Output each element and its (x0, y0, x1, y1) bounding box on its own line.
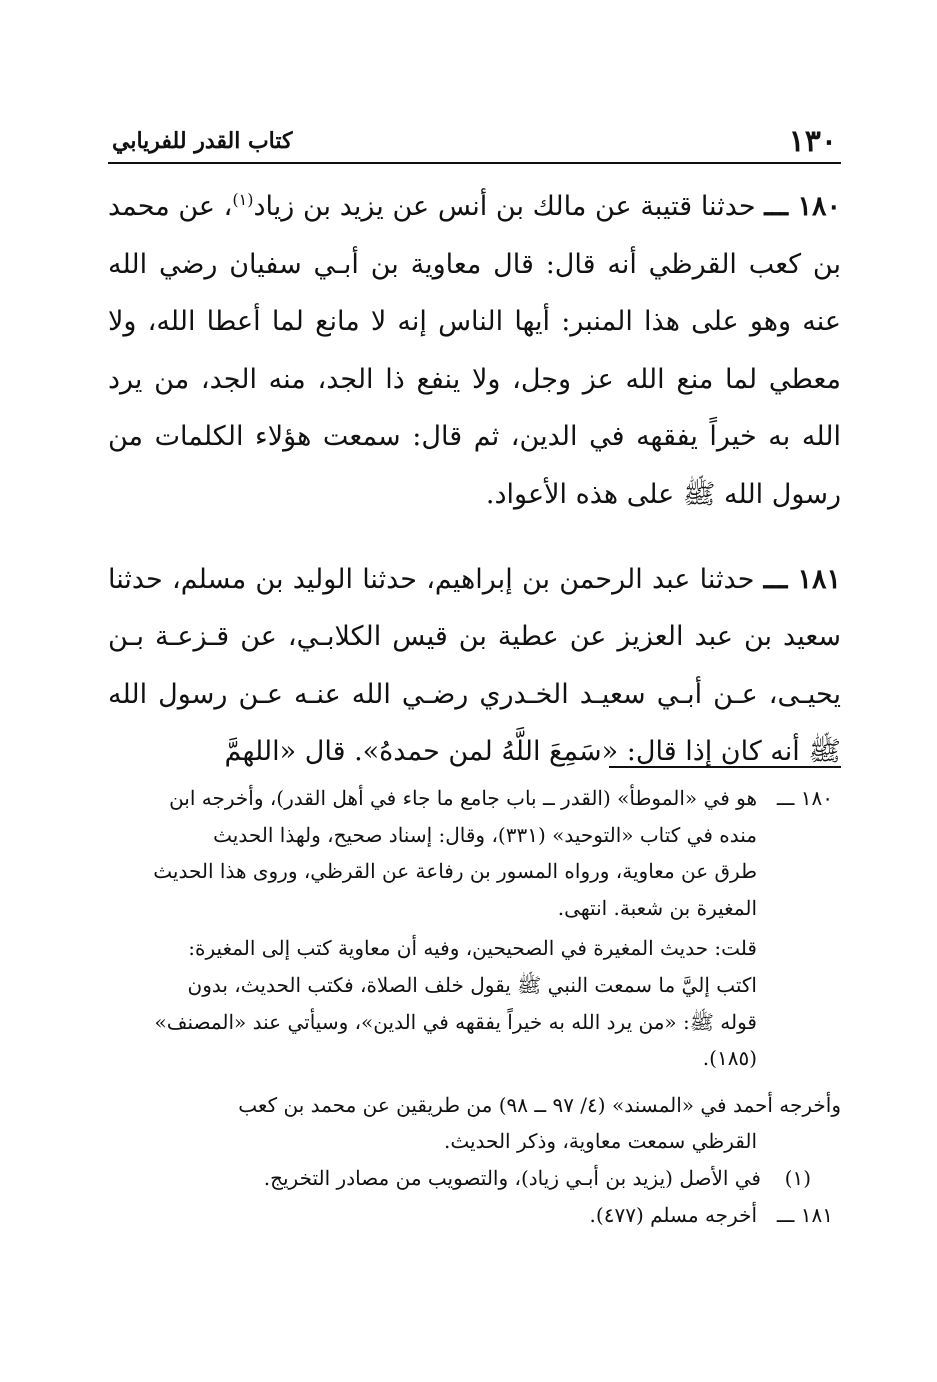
footnote-text: في الأصل (يزيد بن أبـي زياد)، والتصويب من مصادر التخريج. (263, 1165, 761, 1190)
footnote-label: ١٨٠ ـــ (776, 786, 833, 810)
page-number: ١٣٠ (788, 124, 837, 159)
footnote-line: هو في «الموطأ» (القدر ــ باب جامع ما جاء في أهل القدر)، وأخرجه ابن (169, 786, 757, 810)
running-title: كتاب القدر للفريابي (112, 128, 293, 154)
footnote-label: (١) (784, 1165, 811, 1190)
footnote-line: وأخرجه أحمد في «المسند» (٤/ ٩٧ ــ ٩٨) من طريقين عن محمد بن كعب (238, 1092, 841, 1117)
footnote-line: طرق عن معاوية، ورواه المسور بن رفاعة عن القرظي، وروى هذا الحديث (153, 859, 757, 884)
footnote-line: اكتب إليَّ ما سمعت النبي ﷺ يقول خلف الصلاة، فكتب الحديث، بدون (187, 972, 757, 997)
footnote-180-ahmad (108, 1087, 841, 1160)
footnote-reference: (١) (232, 190, 254, 209)
footnote-label: ١٨١ ـــ (776, 1202, 833, 1227)
page-header (108, 118, 841, 164)
footnotes (108, 780, 841, 1233)
hadith-text: حدثنا قتيبة عن مالك بن أنس عن يزيد بن زياد (253, 191, 756, 222)
footnote-line: المغيرة بن شعبة. انتهى. (557, 895, 757, 920)
hadith-text: ، عن محمد بن كعب القرظي أنه قال: قال معاوية بن أبـي سفيان رضي الله عنه وهو على هذا المنبر: أيها الناس إنه لا مانع لما أعطا الله، ولا معطي لما منع الله عز وجل، ولا ينفع ذا الجد، منه الجد، من يرد الله به خيراً يفقهه في الدين، ثم قال: سمعت هؤلاء الكلمات من رسول الله ﷺ على هذه الأعواد. (108, 191, 841, 510)
footnote-line: منده في كتاب «التوحيد» (٣٣١)، وقال: إسناد صحيح، ولهذا الحديث (213, 822, 757, 847)
footnote-180 (108, 780, 841, 926)
footnote-181 (108, 1197, 841, 1234)
main-text (108, 178, 841, 781)
footnote-text: أخرجه مسلم (٤٧٧). (589, 1202, 757, 1227)
footnote-line: القرظي سمعت معاوية، وذكر الحديث. (443, 1129, 757, 1154)
hadith-number: ١٨١ ـــ (763, 563, 841, 595)
footnote-line: قوله ﷺ: «من يرد الله به خيراً يفقهه في الدين»، وسيأتي عند «المصنف» (154, 1009, 757, 1034)
footnote-line: قلت: حديث المغيرة في الصحيحين، وفيه أن معاوية كتب إلى المغيرة: (188, 936, 757, 961)
hadith-180 (108, 178, 841, 524)
hadith-number: ١٨٠ ـــ (764, 191, 841, 222)
footnote-1 (108, 1160, 841, 1197)
footnote-divider (609, 766, 841, 768)
hadith-text: حدثنا عبد الرحمن بن إبراهيم، حدثنا الوليد بن مسلم، حدثنا سعيد بن عبد العزيز عن عطية بن قيس الكلابـي، عن قـزعـة بـن يحيـى، عـن أبـي سعيـد الخـدري رضـي الله عنـه عـن رسول الله ﷺ أنه كان إذا قال: «سَمِعَ اللَّهُ لمن حمدهُ». قال «اللهمَّ (108, 563, 841, 768)
hadith-181 (108, 551, 841, 781)
footnote-180-comment (108, 930, 841, 1076)
footnote-line: (١٨٥). (702, 1046, 757, 1071)
